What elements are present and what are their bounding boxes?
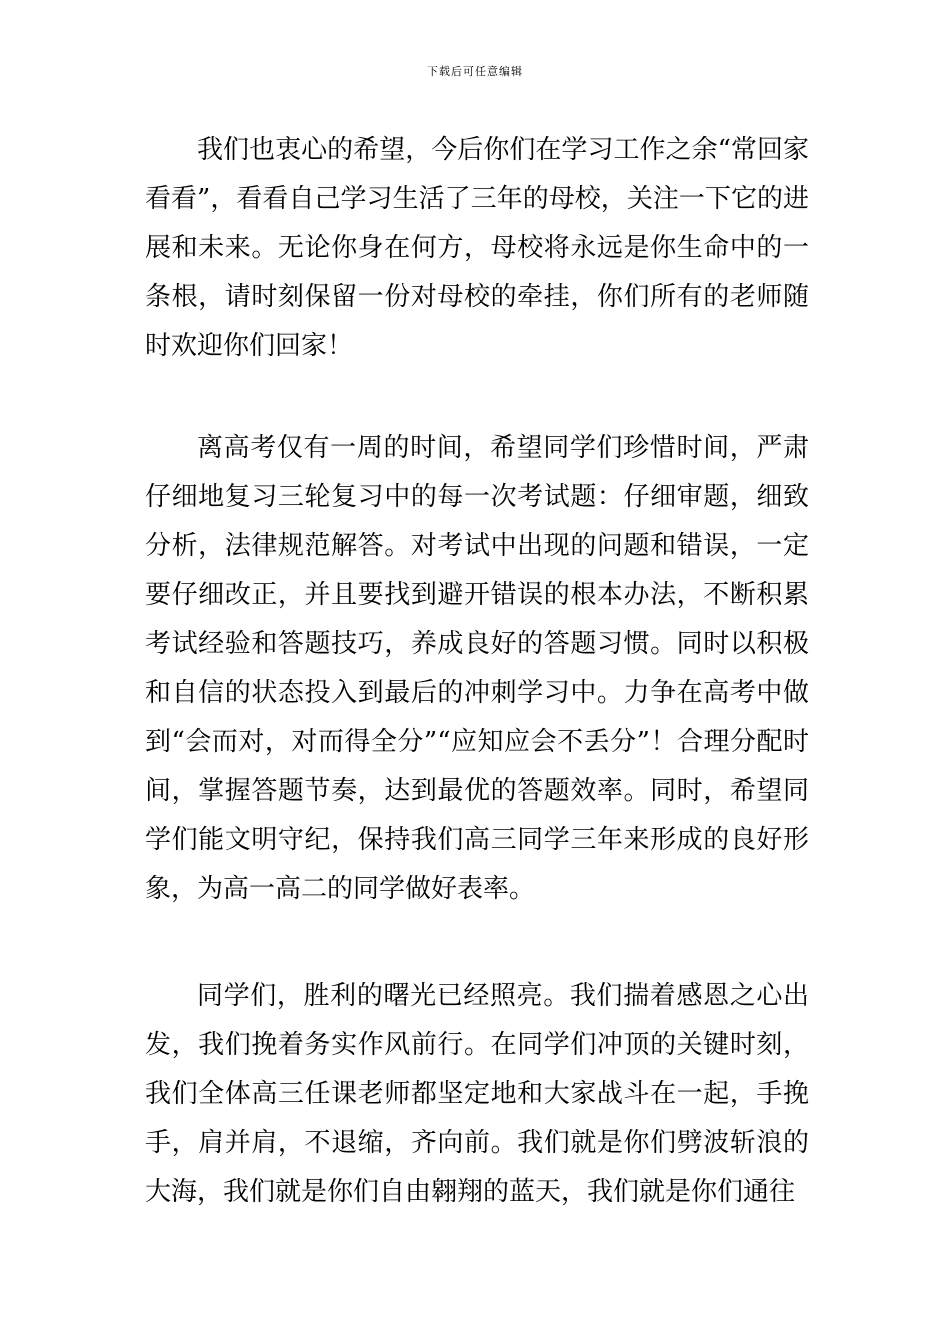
page-header-note: 下载后可任意编辑 <box>427 65 523 78</box>
paragraph-exam-advice: 离高考仅有一周的时间，希望同学们珍惜时间，严肃仔细地复习三轮复习中的每一次考试题：仔细审题，细致分析，法律规范解答。对考试中出现的问题和错误，一定要仔细改正，并且要找到避开错误的根本办法，不断积累考试经验和答题技巧，养成良好的答题习惯。同时以积极和自信的状态投入到最后的冲刺学习中。力争在高考中做到“会而对，对而得全分”“应知应会不丢分”！合理分配时间，掌握答题节奏，达到最优的答题效率。同时，希望同学们能文明守纪，保持我们高三同学三年来形成的良好形象，为高一高二的同学做好表率。 <box>145 433 809 904</box>
paragraph-encouragement: 同学们，胜利的曙光已经照亮。我们揣着感恩之心出发，我们挽着务实作风前行。在同学们冲顶的关键时刻，我们全体高三任课老师都坚定地和大家战斗在一起，手挽手，肩并肩，不退缩，齐向前。我们就是你们劈波斩浪的大海，我们就是你们自由翱翔的蓝天，我们就是你们通往 <box>145 981 809 1207</box>
paragraph-hope-return: 我们也衷心的希望，今后你们在学习工作之余“常回家看看”，看看自己学习生活了三年的母校，关注一下它的进展和未来。无论你身在何方，母校将永远是你生命中的一条根，请时刻保留一份对母校的牵挂，你们所有的老师随时欢迎你们回家！ <box>145 135 809 361</box>
